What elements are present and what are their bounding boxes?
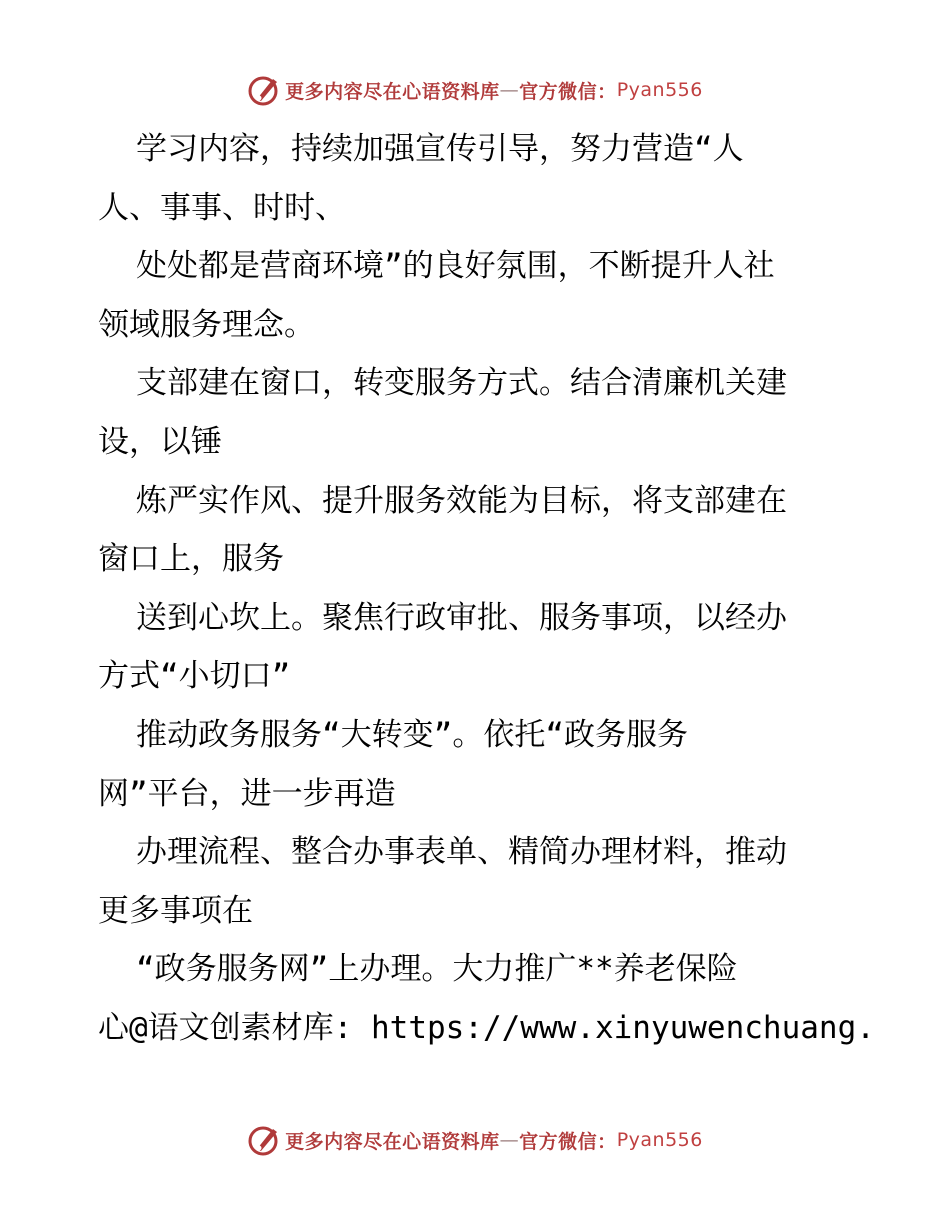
text-line: 领域服务理念。 [98,306,315,343]
document-body [98,120,878,1058]
footer-watermark [0,1120,950,1160]
text-line: 处处都是营商环境”的良好氛围，不断提升人社 [136,248,775,285]
text-line: 更多事项在 [98,892,253,929]
watermark-dash: — [499,1129,520,1151]
watermark-wechat-label: 官方微信： [519,1130,617,1153]
text-line: 心@语文创素材库: https://www.xinyuwenchuang. [98,1009,875,1046]
text-line: 推动政务服务“大转变”。依托“政务服务 [136,716,688,753]
text-line: 人、事事、时时、 [98,189,346,226]
text-line: 炼严实作风、提升服务效能为目标，将支部建在 [136,482,787,519]
watermark-title: 更多内容尽在心语资料库 [285,1130,500,1153]
watermark-wechat-id: Pyan556 [616,1129,703,1151]
watermark-wechat-label: 官方微信： [519,80,617,103]
text-line: 学习内容，持续加强宣传引导，努力营造“人 [136,131,744,167]
watermark-wechat-id: Pyan556 [616,79,703,101]
text-line: 窗口上，服务 [98,541,284,578]
text-line: 网”平台，进一步再造 [98,775,396,812]
header-watermark [0,70,950,110]
pen-logo-icon [247,73,281,107]
text-line: 方式“小切口” [98,658,291,695]
text-line: “政务服务网”上办理。大力推广**养老保险 [136,951,738,988]
text-line: 设，以锤 [98,423,222,460]
watermark-title: 更多内容尽在心语资料库 [285,80,500,103]
pen-logo-icon [247,1123,281,1157]
text-line: 支部建在窗口，转变服务方式。结合清廉机关建 [136,365,787,402]
text-line: 办理流程、整合办事表单、精简办理材料，推动 [136,834,787,871]
text-line: 送到心坎上。聚焦行政审批、服务事项，以经办 [136,599,787,636]
watermark-dash: — [499,79,520,101]
